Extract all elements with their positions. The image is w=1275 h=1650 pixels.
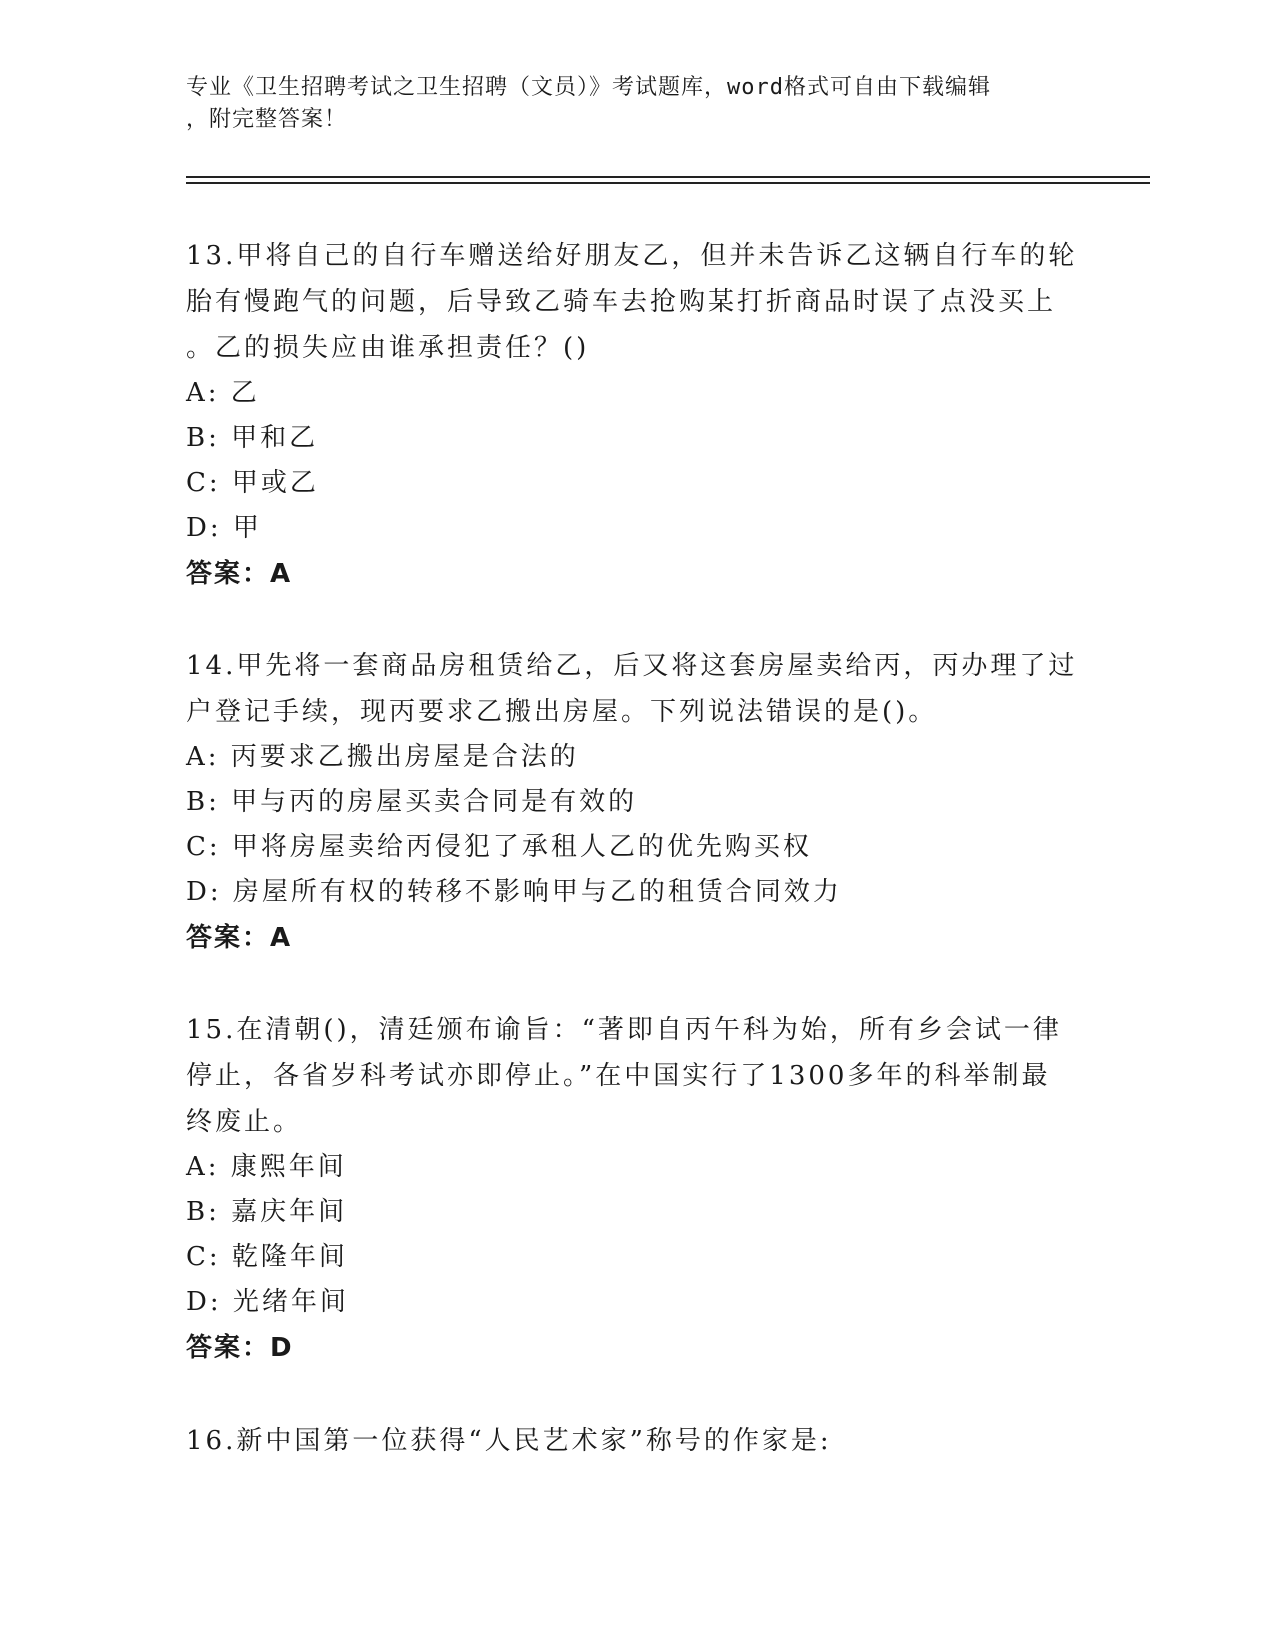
option-a: A: 康熙年间 bbox=[186, 1152, 347, 1182]
question-text-line: 停止，各省岁科考试亦即停止。”在中国实行了1300多年的科举制最 bbox=[186, 1061, 1051, 1091]
header-line-2: ，附完整答案！ bbox=[186, 107, 348, 132]
option-d: D: 房屋所有权的转移不影响甲与乙的租赁合同效力 bbox=[186, 877, 842, 907]
document-header bbox=[186, 72, 1066, 136]
question-text-line: 14.甲先将一套商品房租赁给乙，后又将这套房屋卖给丙，丙办理了过 bbox=[186, 651, 1078, 681]
option-d: D: 甲 bbox=[186, 513, 262, 543]
question-text-line: 16.新中国第一位获得“人民艺术家”称号的作家是: bbox=[186, 1426, 832, 1456]
question-text-line: 终废止。 bbox=[186, 1107, 303, 1137]
question-15 bbox=[186, 1007, 1086, 1371]
option-c: C: 甲将房屋卖给丙侵犯了承租人乙的优先购买权 bbox=[186, 832, 812, 862]
header-divider-top bbox=[186, 176, 1150, 178]
option-b: B: 嘉庆年间 bbox=[186, 1197, 348, 1227]
option-b: B: 甲和乙 bbox=[186, 423, 319, 453]
question-text-line: 13.甲将自己的自行车赠送给好朋友乙，但并未告诉乙这辆自行车的轮 bbox=[186, 241, 1078, 271]
option-b: B: 甲与丙的房屋买卖合同是有效的 bbox=[186, 787, 638, 817]
question-16 bbox=[186, 1418, 1086, 1464]
option-a: A: 丙要求乙搬出房屋是合法的 bbox=[186, 742, 579, 772]
option-d: D: 光绪年间 bbox=[186, 1287, 349, 1317]
question-text-line: 。乙的损失应由谁承担责任？() bbox=[186, 333, 590, 363]
option-c: C: 乾隆年间 bbox=[186, 1242, 348, 1272]
question-text-line: 户登记手续，现丙要求乙搬出房屋。下列说法错误的是()。 bbox=[186, 697, 938, 727]
answer-label: 答案：A bbox=[186, 559, 293, 589]
answer-label: 答案：A bbox=[186, 923, 293, 953]
question-14 bbox=[186, 643, 1086, 961]
question-13 bbox=[186, 233, 1086, 597]
question-text-line: 胎有慢跑气的问题，后导致乙骑车去抢购某打折商品时误了点没买上 bbox=[186, 287, 1057, 317]
option-a: A: 乙 bbox=[186, 378, 260, 408]
question-text-line: 15.在清朝()，清廷颁布谕旨：“著即自丙午科为始，所有乡会试一律 bbox=[186, 1015, 1062, 1045]
header-line-1: 专业《卫生招聘考试之卫生招聘（文员）》考试题库，word格式可自由下载编辑 bbox=[186, 75, 991, 100]
header-divider-bottom bbox=[186, 182, 1150, 184]
option-c: C: 甲或乙 bbox=[186, 468, 319, 498]
answer-label: 答案：D bbox=[186, 1333, 294, 1363]
